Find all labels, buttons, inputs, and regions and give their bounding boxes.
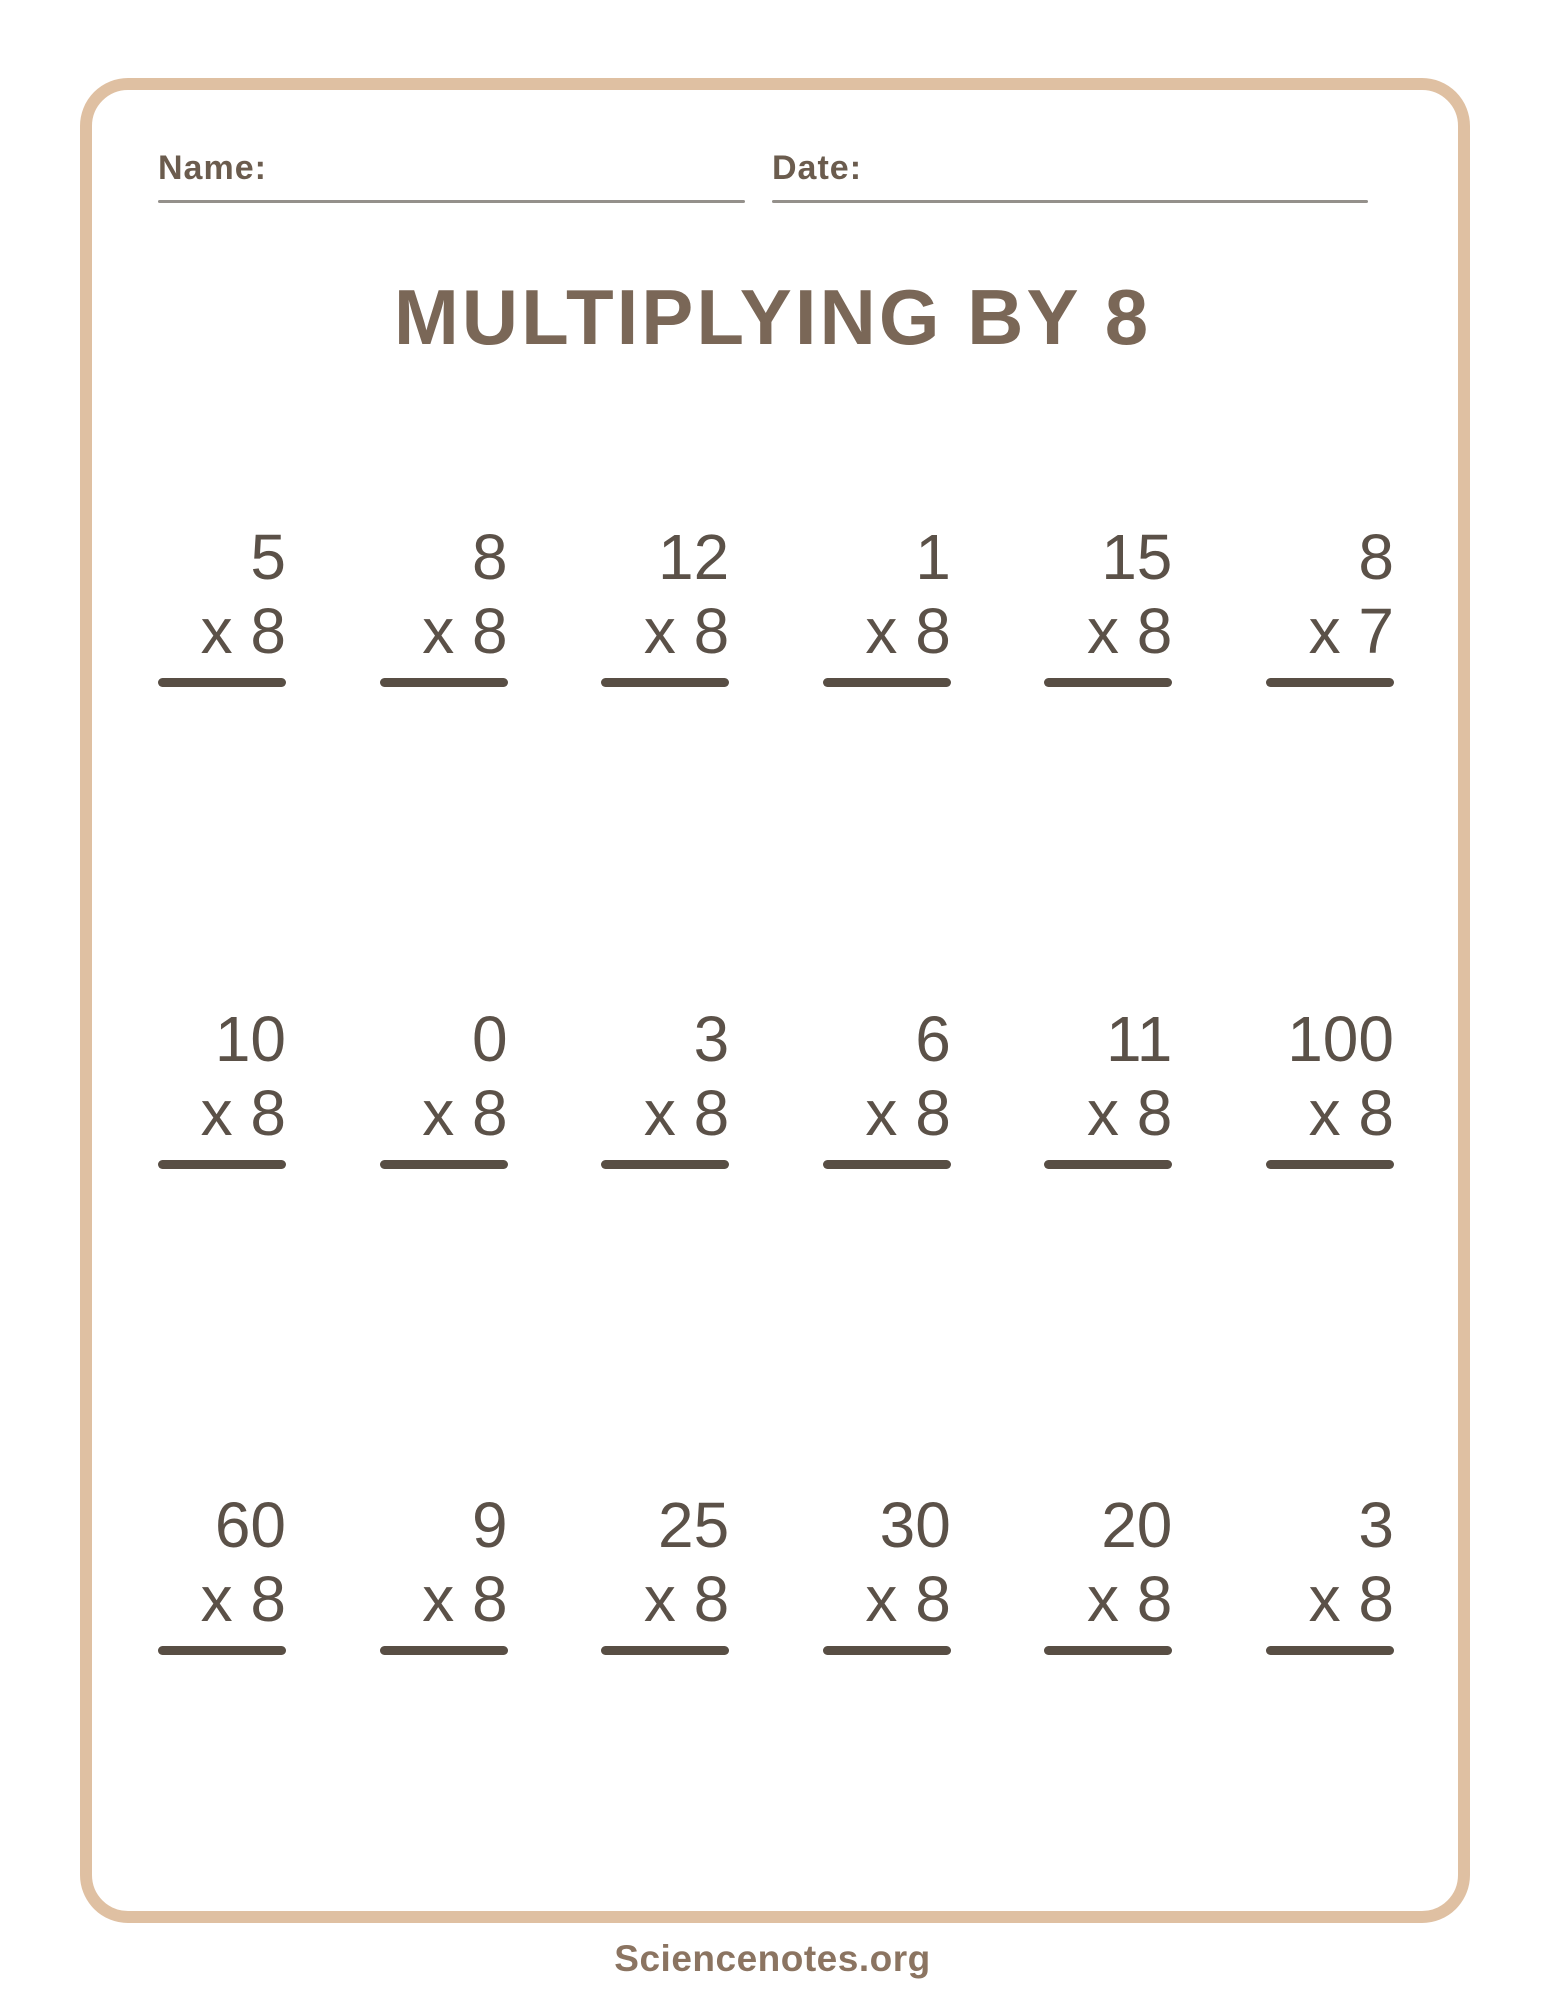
problem-bottom-operand: x 8: [1308, 1077, 1394, 1149]
answer-line: [1266, 1646, 1394, 1655]
answer-line: [601, 1160, 729, 1169]
problem-top-operand: 8: [1358, 521, 1394, 593]
problem-bottom-operand: x 8: [643, 1077, 730, 1149]
answer-line: [823, 1160, 951, 1169]
problem-top-operand: 5: [250, 521, 286, 593]
problem-top-operand: 100: [1287, 1003, 1394, 1075]
problem-cell: [158, 520, 286, 687]
problem-top-operand: 11: [1105, 1003, 1173, 1075]
problem-bottom-operand: x 8: [1087, 595, 1173, 667]
problem-cell: [1266, 1002, 1394, 1169]
name-field: [158, 148, 745, 203]
answer-line: [1266, 1160, 1394, 1169]
problem-top-operand: 8: [472, 521, 508, 593]
answer-line: [380, 678, 508, 687]
name-label: Name:: [158, 149, 267, 187]
problem-top-operand: 12: [658, 521, 730, 593]
problem-top-operand: 3: [693, 1003, 730, 1075]
problem-cell: [1044, 520, 1172, 687]
answer-line: [823, 1646, 951, 1655]
problem-bottom-operand: x 8: [1087, 1563, 1173, 1635]
footer-site-text: Sciencenotes.org: [614, 1938, 931, 1979]
date-label: Date:: [772, 149, 863, 187]
problem-cell: [1044, 1002, 1172, 1169]
problem-bottom-operand: x 8: [200, 1077, 286, 1149]
problem-cell: [823, 1002, 951, 1169]
problem-top-operand: 0: [472, 1003, 508, 1075]
problem-bottom-operand: x 8: [865, 1077, 951, 1149]
date-field: [772, 148, 1368, 203]
name-fill-in-line: [158, 200, 745, 203]
problem-cell: [601, 1488, 729, 1655]
problem-top-operand: 3: [1358, 1489, 1394, 1561]
problem-top-operand: 30: [879, 1489, 951, 1561]
answer-line: [158, 1646, 286, 1655]
problem-cell: [1266, 520, 1394, 687]
answer-line: [380, 1646, 508, 1655]
problem-top-operand: 1: [915, 521, 951, 593]
problem-top-operand: 6: [915, 1003, 951, 1075]
problem-cell: [1266, 1488, 1394, 1655]
problem-row: [158, 1488, 1394, 1655]
problem-bottom-operand: x 8: [643, 1563, 730, 1635]
problem-bottom-operand: x 8: [422, 1563, 508, 1635]
problem-bottom-operand: x 8: [865, 595, 951, 667]
problem-cell: [823, 520, 951, 687]
problem-cell: [158, 1488, 286, 1655]
answer-line: [1044, 1160, 1172, 1169]
answer-line: [823, 678, 951, 687]
answer-line: [1266, 678, 1394, 687]
problem-top-operand: 60: [214, 1489, 286, 1561]
problem-bottom-operand: x 8: [422, 595, 508, 667]
answer-line: [158, 1160, 286, 1169]
problem-top-operand: 15: [1101, 521, 1173, 593]
problem-top-operand: 20: [1101, 1489, 1173, 1561]
problem-row: [158, 520, 1394, 687]
answer-line: [380, 1160, 508, 1169]
problem-bottom-operand: x 8: [200, 1563, 286, 1635]
problem-cell: [1044, 1488, 1172, 1655]
problem-cell: [823, 1488, 951, 1655]
problem-top-operand: 25: [658, 1489, 730, 1561]
problem-cell: [158, 1002, 286, 1169]
page-title: MULTIPLYING BY 8: [393, 273, 1152, 361]
problem-cell: [601, 1002, 729, 1169]
answer-line: [1044, 678, 1172, 687]
answer-line: [158, 678, 286, 687]
problem-top-operand: 10: [214, 1003, 286, 1075]
answer-line: [601, 678, 729, 687]
date-fill-in-line: [772, 200, 1368, 203]
problem-cell: [380, 520, 508, 687]
problem-row: [158, 1002, 1394, 1169]
problem-bottom-operand: x 7: [1308, 595, 1394, 667]
problem-cell: [380, 1488, 508, 1655]
problem-bottom-operand: x 8: [200, 595, 286, 667]
problem-bottom-operand: x 8: [1308, 1563, 1394, 1635]
problem-bottom-operand: x 8: [422, 1077, 508, 1149]
problem-top-operand: 9: [472, 1489, 508, 1561]
problem-cell: [380, 1002, 508, 1169]
problem-cell: [601, 520, 729, 687]
answer-line: [1044, 1646, 1172, 1655]
problem-bottom-operand: x 8: [865, 1563, 951, 1635]
problem-bottom-operand: x 8: [1087, 1077, 1173, 1149]
answer-line: [601, 1646, 729, 1655]
problem-bottom-operand: x 8: [643, 595, 730, 667]
